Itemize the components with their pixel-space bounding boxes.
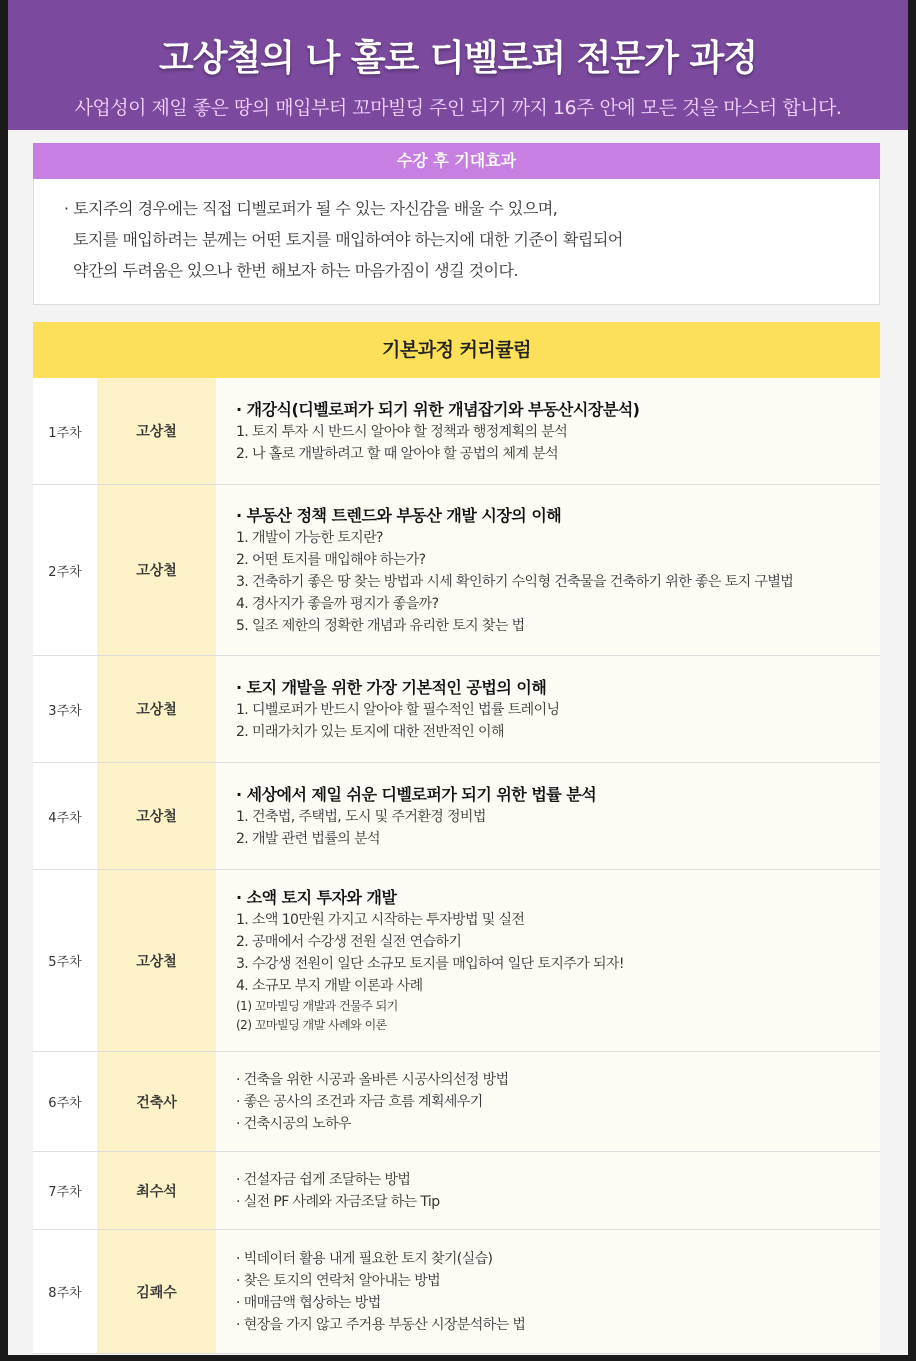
week-cell: 2주차 [33, 485, 97, 655]
session-item: · 찾은 토지의 연락처 알아내는 방법 [236, 1272, 441, 1289]
session-item: 3. 수강생 전원이 일단 소규모 토지를 매입하여 일단 토지주가 되자! [236, 956, 624, 972]
table-row [33, 378, 880, 485]
week-cell: 7주차 [33, 1152, 97, 1229]
session-item: 2. 어떤 토지를 매입해야 하는가? [236, 551, 426, 568]
table-row [33, 656, 880, 763]
hero-banner [8, 0, 908, 130]
instructor-cell: 고상철 [97, 485, 216, 655]
curriculum-heading: 기본과정 커리큘럼 [33, 322, 880, 378]
week-cell: 4주차 [33, 763, 97, 869]
week-cell: 8주차 [33, 1230, 97, 1353]
expected-effect-heading: 수강 후 기대효과 [33, 143, 880, 179]
table-row [33, 870, 880, 1052]
session-title: · 부동산 정책 트렌드와 부동산 개발 시장의 이해 [236, 505, 562, 525]
session-item: 2. 나 홀로 개발하려고 할 때 알아야 할 공법의 체계 분석 [236, 445, 559, 462]
session-item: · 건축시공의 노하우 [236, 1115, 351, 1132]
effect-line: 토지를 매입하려는 분께는 어떤 토지를 매입하여야 하는지에 대한 기준이 확립되어 [73, 230, 623, 249]
session-item: · 좋은 공사의 조건과 자금 흐름 계획세우기 [236, 1093, 483, 1110]
table-row [33, 485, 880, 656]
session-item: 2. 미래가치가 있는 토지에 대한 전반적인 이해 [236, 723, 504, 740]
session-subitem: (1) 꼬마빌딩 개발과 건물주 되기 [236, 999, 398, 1013]
session-item: 4. 경사지가 좋을까 평지가 좋을까? [236, 595, 439, 612]
session-item: 2. 개발 관련 법률의 분석 [236, 830, 380, 847]
content-cell [216, 870, 880, 1051]
session-item: 2. 공매에서 수강생 전원 실전 연습하기 [236, 934, 462, 950]
week-cell: 5주차 [33, 870, 97, 1051]
session-subitem: (2) 꼬마빌딩 개발 사례와 이론 [236, 1018, 387, 1032]
session-item: 1. 디벨로퍼가 반드시 알아야 할 필수적인 법률 트레이닝 [236, 701, 560, 718]
session-title: · 토지 개발을 위한 가장 기본적인 공법의 이해 [236, 677, 547, 697]
session-item: · 건설자금 쉽게 조달하는 방법 [236, 1171, 411, 1188]
instructor-cell: 건축사 [97, 1052, 216, 1151]
session-item: · 매매금액 협상하는 방법 [236, 1294, 381, 1311]
instructor-cell: 고상철 [97, 656, 216, 762]
week-cell: 1주차 [33, 378, 97, 484]
session-item: · 현장을 가지 않고 주거용 부동산 시장분석하는 법 [236, 1316, 526, 1333]
content-cell [216, 763, 880, 869]
session-item: 1. 건축법, 주택법, 도시 및 주거환경 정비법 [236, 808, 486, 825]
content-cell [216, 1152, 880, 1229]
instructor-cell: 김쾌수 [97, 1230, 216, 1353]
expected-effect-section [33, 143, 880, 305]
table-row [33, 1230, 880, 1354]
session-item: 1. 토지 투자 시 반드시 알아야 할 정책과 행정계획의 분석 [236, 423, 568, 440]
content-cell [216, 1052, 880, 1151]
session-item: · 건축을 위한 시공과 올바른 시공사의선정 방법 [236, 1071, 509, 1088]
instructor-cell: 고상철 [97, 378, 216, 484]
instructor-cell: 고상철 [97, 870, 216, 1051]
instructor-cell: 고상철 [97, 763, 216, 869]
session-item: 1. 소액 10만원 가지고 시작하는 투자방법 및 실전 [236, 912, 525, 928]
session-title: · 세상에서 제일 쉬운 디벨로퍼가 되기 위한 법률 분석 [236, 784, 597, 804]
curriculum-rows [33, 378, 880, 1354]
instructor-cell: 최수석 [97, 1152, 216, 1229]
session-item: 1. 개발이 가능한 토지란? [236, 529, 383, 546]
page-title: 고상철의 나 홀로 디벨로퍼 전문가 과정 [158, 38, 758, 79]
week-cell: 3주차 [33, 656, 97, 762]
content-cell [216, 1230, 880, 1353]
session-item: 5. 일조 제한의 정확한 개념과 유리한 토지 찾는 법 [236, 617, 525, 634]
page-frame [8, 0, 908, 1355]
session-title: · 개강식(디벨로퍼가 되기 위한 개념잡기와 부동산시장분석) [236, 399, 640, 419]
session-item: · 빅데이터 활용 내게 필요한 토지 찾기(실습) [236, 1250, 493, 1267]
week-cell: 6주차 [33, 1052, 97, 1151]
content-cell [216, 656, 880, 762]
effect-line: · 토지주의 경우에는 직접 디벨로퍼가 될 수 있는 자신감을 배울 수 있으며, [64, 199, 558, 218]
table-row [33, 763, 880, 870]
session-item: 4. 소규모 부지 개발 이론과 사례 [236, 978, 423, 994]
table-row [33, 1152, 880, 1230]
expected-effect-body [33, 179, 880, 305]
effect-line: 약간의 두려움은 있으나 한번 해보자 하는 마음가짐이 생길 것이다. [73, 261, 519, 280]
session-title: · 소액 토지 투자와 개발 [236, 888, 397, 907]
page-subtitle: 사업성이 제일 좋은 땅의 매입부터 꼬마빌딩 주인 되기 까지 16주 안에 모든 것을 마스터 합니다. [74, 97, 842, 119]
curriculum-table [33, 322, 880, 1354]
content-cell [216, 485, 880, 655]
session-item: 3. 건축하기 좋은 땅 찾는 방법과 시세 확인하기 수익형 건축물을 건축하기 위한 좋은 토지 구별법 [236, 573, 794, 590]
table-row [33, 1052, 880, 1152]
session-item: · 실전 PF 사례와 자금조달 하는 Tip [236, 1193, 440, 1210]
content-cell [216, 378, 880, 484]
